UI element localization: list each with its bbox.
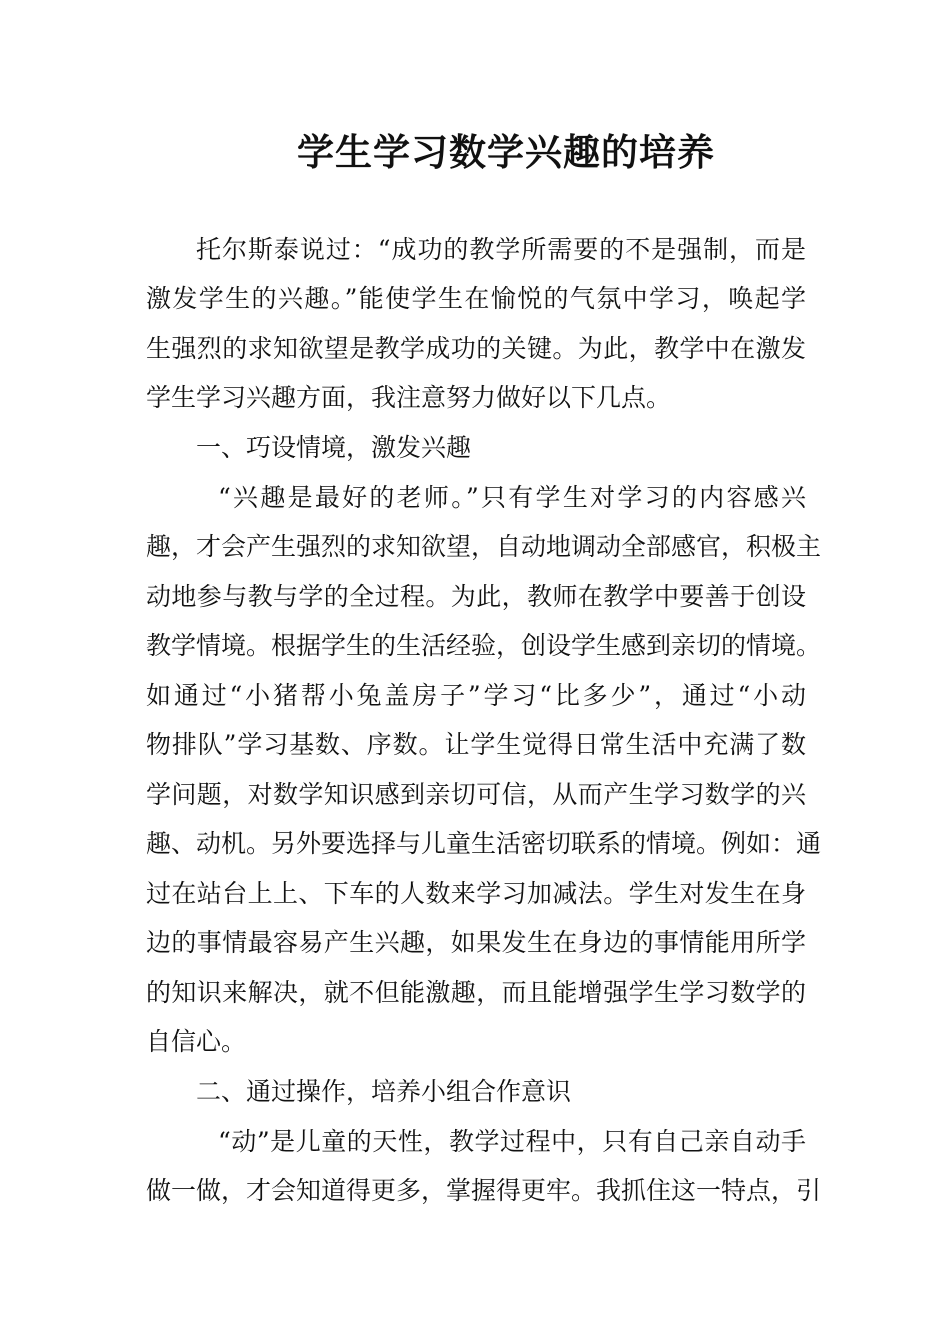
paragraph-1-line-3: 生强烈的求知欲望是教学成功的关键。为此，教学中在激发 <box>146 334 806 363</box>
paragraph-2-line-7: 学问题，对数学知识感到亲切可信，从而产生学习数学的兴 <box>146 780 806 809</box>
paragraph-2-line-12: 自信心。 <box>146 1027 247 1056</box>
paragraph-2-line-5: 如通过“小猪帮小兔盖房子”学习“比多少”，通过“小动 <box>146 681 806 710</box>
paragraph-2-line-11: 的知识来解决，就不但能激趣，而且能增强学生学习数学的 <box>146 978 806 1007</box>
paragraph-2-line-1: “兴趣是最好的老师。”只有学生对学习的内容感兴 <box>218 483 806 512</box>
paragraph-2-line-10: 边的事情最容易产生兴趣，如果发生在身边的事情能用所学 <box>146 928 806 957</box>
section-heading-2: 二、通过操作，培养小组合作意识 <box>196 1077 572 1106</box>
paragraph-2-line-3: 动地参与教与学的全过程。为此，教师在教学中要善于创设 <box>146 582 806 611</box>
paragraph-2-line-8: 趣、动机。另外要选择与儿童生活密切联系的情境。例如：通 <box>146 829 822 858</box>
paragraph-2-line-9: 过在站台上上、下车的人数来学习加减法。学生对发生在身 <box>146 879 806 908</box>
paragraph-2-line-4: 教学情境。根据学生的生活经验，创设学生感到亲切的情境。 <box>146 631 822 660</box>
paragraph-1-line-4: 学生学习兴趣方面，我注意努力做好以下几点。 <box>146 383 672 412</box>
paragraph-3-line-2: 做一做，才会知道得更多，掌握得更牢。我抓住这一特点，引 <box>146 1176 822 1205</box>
document-title: 学生学习数学兴趣的培养 <box>297 130 715 174</box>
section-heading-1: 一、巧设情境，激发兴趣 <box>196 433 472 462</box>
paragraph-1-line-2: 激发学生的兴趣。”能使学生在愉悦的气氛中学习，唤起学 <box>146 284 806 313</box>
paragraph-1-line-1: 托尔斯泰说过：“成功的教学所需要的不是强制，而是 <box>196 235 806 264</box>
paragraph-2-line-2: 趣，才会产生强烈的求知欲望，自动地调动全部感官，积极主 <box>146 532 822 561</box>
paragraph-3-line-1: “动”是儿童的天性，教学过程中，只有自己亲自动手 <box>218 1127 806 1156</box>
paragraph-2-line-6: 物排队”学习基数、序数。让学生觉得日常生活中充满了数 <box>146 730 806 759</box>
